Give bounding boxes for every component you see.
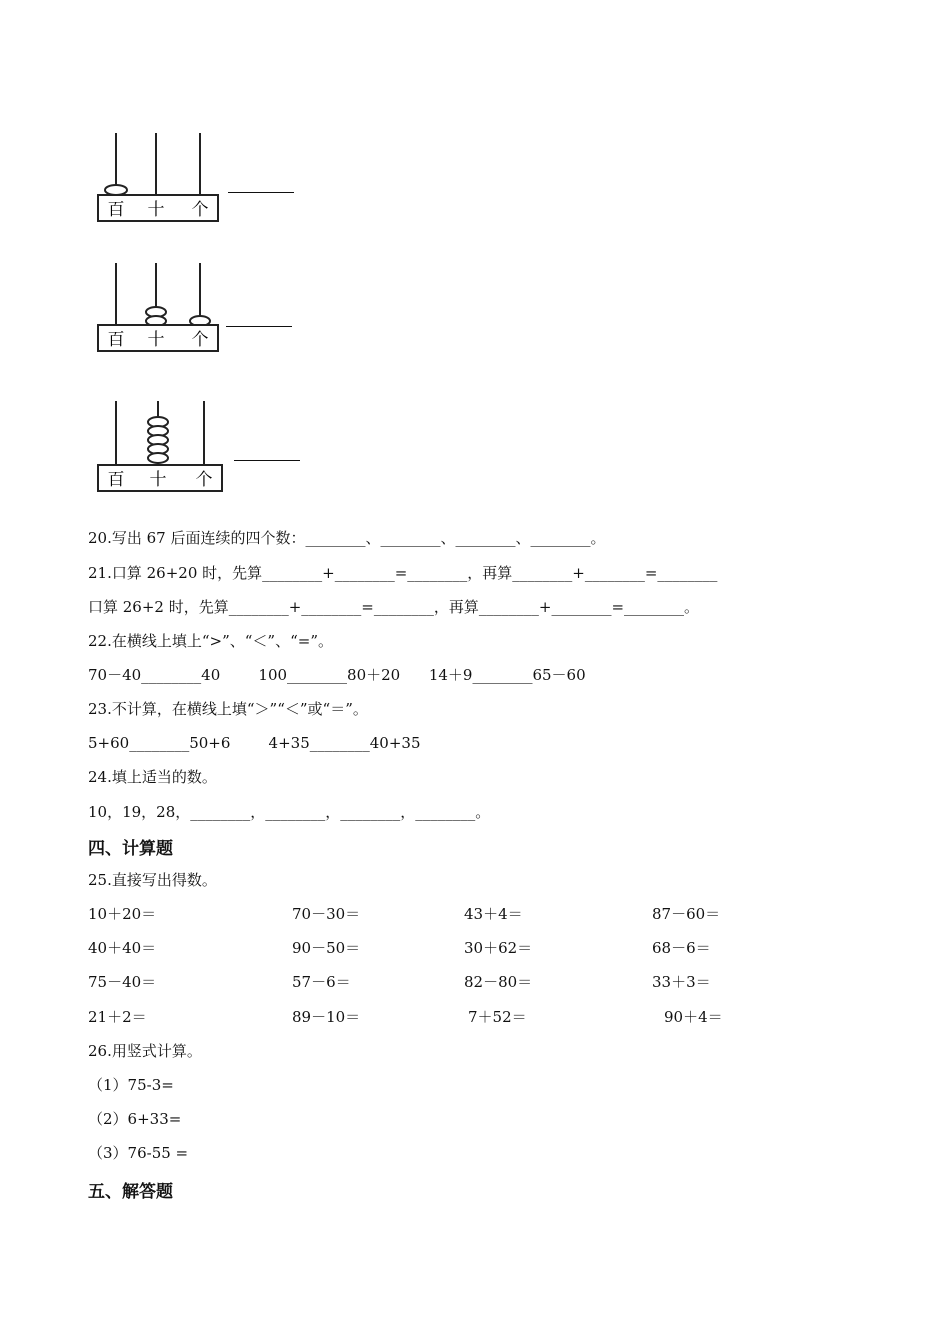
calc-cell: 90＋4＝ xyxy=(664,1008,723,1026)
abacus-label-hundreds: 百 xyxy=(107,470,125,490)
question-25: 25.直接写出得数。 xyxy=(88,871,217,889)
abacus-label-hundreds: 百 xyxy=(107,330,125,350)
abacus-figure-2 xyxy=(94,258,304,358)
question-24: 24.填上适当的数。 xyxy=(88,768,217,786)
question-26-item: （3）76-55 = xyxy=(88,1144,189,1162)
question-26-item: （1）75-3= xyxy=(88,1076,174,1094)
calc-cell: 10＋20＝ xyxy=(88,905,157,923)
abacus-figure-1 xyxy=(94,128,304,228)
answer-blank-abacus-2[interactable] xyxy=(226,326,292,327)
abacus-label-tens: 十 xyxy=(147,330,165,350)
abacus-label-ones: 个 xyxy=(191,330,209,350)
abacus-label-ones: 个 xyxy=(195,470,213,490)
section-5-heading: 五、解答题 xyxy=(88,1182,173,1202)
calc-cell: 89－10＝ xyxy=(292,1008,361,1026)
answer-blank-abacus-3[interactable] xyxy=(234,460,300,461)
abacus-label-tens: 十 xyxy=(147,200,165,220)
question-21-line-1: 21.口算 26+20 时，先算________+________=________，再算________+________=________ xyxy=(88,564,718,582)
calc-cell: 90－50＝ xyxy=(292,939,361,957)
answer-blank-abacus-1[interactable] xyxy=(228,192,294,193)
question-22: 22.在横线上填上“>”、“＜”、“=”。 xyxy=(88,632,334,650)
abacus-label-hundreds: 百 xyxy=(107,200,125,220)
calc-cell: 7＋52＝ xyxy=(468,1008,527,1026)
calc-cell: 21＋2＝ xyxy=(88,1008,147,1026)
abacus-figure-3 xyxy=(94,398,304,498)
calc-cell: 43＋4＝ xyxy=(464,905,523,923)
calc-cell: 57－6＝ xyxy=(292,973,351,991)
question-24-items: 10，19，28，________，________，________，________。 xyxy=(88,803,491,821)
question-21-line-2: 口算 26+2 时，先算________+________=________，再算________+________=________。 xyxy=(88,598,700,616)
calc-cell: 33＋3＝ xyxy=(652,973,711,991)
question-26-item: （2）6+33= xyxy=(88,1110,182,1128)
question-23: 23.不计算，在横线上填“＞”“＜”或“＝”。 xyxy=(88,700,368,718)
calc-cell: 75－40＝ xyxy=(88,973,157,991)
abacus-label-tens: 十 xyxy=(149,470,167,490)
calc-cell: 82－80＝ xyxy=(464,973,533,991)
question-26: 26.用竖式计算。 xyxy=(88,1042,202,1060)
question-23-items: 5+60________50+6 4+35________40+35 xyxy=(88,734,421,752)
question-20: 20.写出 67 后面连续的四个数：________、________、________、________。 xyxy=(88,529,606,547)
calc-cell: 87－60＝ xyxy=(652,905,721,923)
calc-cell: 68－6＝ xyxy=(652,939,711,957)
calc-cell: 40＋40＝ xyxy=(88,939,157,957)
section-4-heading: 四、计算题 xyxy=(88,839,173,859)
calc-cell: 30＋62＝ xyxy=(464,939,533,957)
calc-cell: 70－30＝ xyxy=(292,905,361,923)
question-22-items: 70－40________40 100________80＋20 14＋9________65－60 xyxy=(88,666,586,684)
abacus-label-ones: 个 xyxy=(191,200,209,220)
